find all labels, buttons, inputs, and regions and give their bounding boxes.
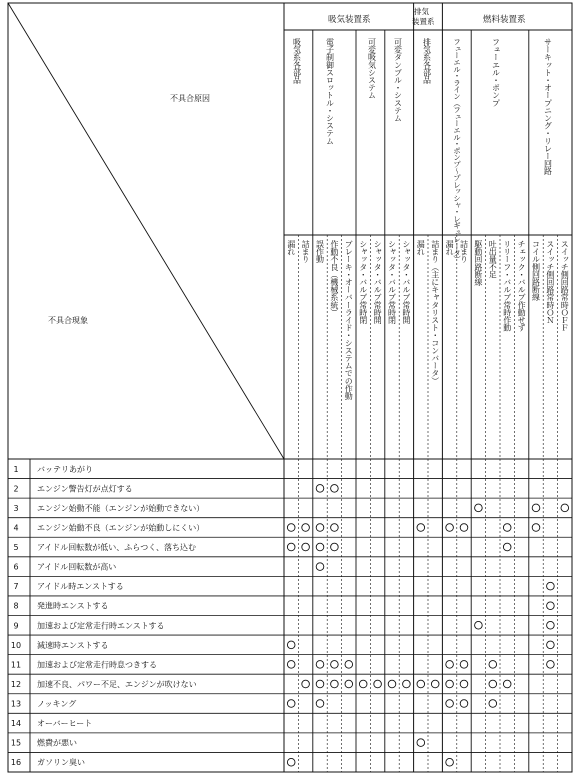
group-exhaust-line1: 排気 (414, 7, 429, 16)
cause-mark (331, 524, 339, 532)
cause-mark (316, 524, 324, 532)
row-number: 12 (10, 679, 22, 689)
row-number: 8 (13, 601, 19, 611)
row-number: 10 (10, 640, 22, 650)
symptom-label: エンジン警告灯が点灯する (37, 484, 133, 494)
cause-mark (446, 661, 454, 669)
cause-mark (460, 680, 468, 688)
cause-mark (446, 758, 454, 766)
cause-label: リリーフ・バルブ常時作動 (502, 240, 512, 332)
cause-label: チェック・バルブ作動せず (517, 240, 527, 332)
cause-mark (287, 543, 295, 551)
grid-lines (8, 3, 572, 772)
cause-mark (302, 524, 310, 532)
cause-mark (331, 543, 339, 551)
group-exhaust-line2: 装置系 (412, 17, 435, 26)
group-fuel: 燃料装置系 (483, 15, 526, 25)
cause-label: 駆動回路断線 (473, 240, 483, 286)
cause-label: シャッタ・バルブ常時閉 (358, 240, 368, 324)
subgroup-opening-relay: サーキット・オープニング・リレー回路 (543, 38, 553, 175)
cause-label: スイッチ側回路常時ＯＦＦ (560, 240, 570, 332)
group-intake: 吸気装置系 (328, 15, 371, 25)
cause-mark (532, 524, 540, 532)
symptom-label: 加速および定常走行時エンストする (37, 621, 165, 631)
subgroup-variable-tumble: 可変タンブル・システム (393, 38, 403, 122)
table-row (11, 640, 109, 650)
cause-mark (489, 700, 497, 708)
table-row (11, 757, 85, 767)
cause-mark (417, 739, 425, 747)
cause-mark (489, 680, 497, 688)
cause-label: 誤作動 (315, 240, 325, 263)
cause-mark (460, 661, 468, 669)
cause-mark (374, 680, 382, 688)
symptom-label: 減速時エンストする (37, 640, 109, 650)
cause-label: 漏れ (416, 240, 426, 256)
cause-mark (302, 680, 310, 688)
cause-mark (446, 700, 454, 708)
table-row (11, 679, 197, 689)
row-number: 14 (10, 719, 22, 729)
cause-mark (316, 543, 324, 551)
cause-mark (388, 680, 396, 688)
cause-label: 漏れ (445, 240, 455, 256)
cause-mark (547, 661, 555, 669)
row-number: 2 (13, 484, 19, 494)
symptom-label: アイドル回転数が高い (37, 562, 117, 572)
cause-mark (331, 680, 339, 688)
symptom-label: ノッキング (37, 699, 77, 709)
table-row (13, 620, 164, 630)
table-row (13, 601, 108, 611)
cause-mark (316, 485, 324, 493)
table-row (13, 465, 93, 474)
cause-mark (359, 680, 367, 688)
cause-mark (316, 661, 324, 669)
cause-label: シャッタ・バルブ常時閉 (387, 240, 397, 324)
table-row (11, 738, 77, 748)
cause-mark (547, 602, 555, 610)
cause-mark (446, 680, 454, 688)
symptom-label: 発進時エンストする (37, 601, 109, 611)
cause-mark (431, 680, 439, 688)
cause-mark (561, 504, 569, 512)
row-number: 3 (13, 503, 19, 513)
cause-mark (532, 504, 540, 512)
table-row (11, 700, 76, 709)
cause-label: 吐出量不足 (488, 240, 498, 279)
cause-mark (287, 524, 295, 532)
cause-mark (287, 641, 295, 649)
cause-mark (316, 700, 324, 708)
cause-mark (331, 485, 339, 493)
table-row (13, 522, 204, 532)
cause-mark (503, 680, 511, 688)
row-number: 7 (13, 582, 19, 592)
row-number: 16 (10, 758, 22, 768)
cause-label: 詰まり (459, 240, 469, 263)
cause-mark (503, 524, 511, 532)
symptom-label: 加速不良、パワー不足、エンジンが吹けない (37, 679, 197, 689)
cause-mark (287, 700, 295, 708)
row-number: 13 (10, 699, 22, 709)
symptom-label: ガソリン臭い (37, 758, 85, 768)
cause-mark (345, 680, 353, 688)
cause-label: スイッチ側回路常時ＯＮ (545, 240, 555, 324)
cause-mark (475, 621, 483, 629)
cause-mark (547, 641, 555, 649)
cause-mark (417, 680, 425, 688)
subgroup-electronic-throttle: 電子制御スロットル・システム (325, 38, 335, 145)
symptom-axis-label: 不具合現象 (48, 316, 88, 325)
cause-mark (475, 504, 483, 512)
subgroup-variable-intake: 可変吸気システム (367, 38, 377, 99)
cause-mark (446, 524, 454, 532)
cause-mark (331, 661, 339, 669)
cause-mark (547, 621, 555, 629)
cause-mark (287, 661, 295, 669)
table-row (11, 719, 92, 728)
row-number: 6 (13, 562, 19, 572)
cause-mark (403, 680, 411, 688)
cause-mark (489, 661, 497, 669)
table-row (13, 542, 196, 552)
symptom-label: 加速および定常走行時息つきする (37, 660, 157, 670)
symptom-label: オーバーヒート (37, 719, 93, 729)
cause-label: 詰まり (301, 240, 311, 263)
symptom-label: エンジン始動不能（エンジンが始動できない） (37, 503, 205, 513)
subgroup-fuel-pump: フューエル・ポンプ (491, 38, 501, 107)
cause-label: 漏れ (286, 240, 296, 256)
symptom-label: アイドル時エンストする (37, 582, 124, 592)
header-diagonal (8, 3, 284, 459)
cause-mark (302, 543, 310, 551)
cause-mark (460, 700, 468, 708)
table-row (13, 483, 132, 493)
table-row (11, 659, 157, 669)
row-number: 4 (13, 523, 19, 533)
subgroup-exhaust-parts: 排気系各部品 (422, 38, 432, 84)
cause-label: コイル側回路断線 (531, 240, 541, 301)
cause-mark (460, 524, 468, 532)
row-number: 9 (13, 621, 19, 631)
row-number: 5 (13, 543, 19, 553)
row-number: 15 (10, 738, 22, 748)
cause-axis-label: 不具合原因 (170, 94, 210, 103)
cause-label: シャッタ・バルブ常時開 (373, 240, 383, 324)
symptom-label: バッテリあがり (37, 464, 93, 474)
symptom-label: アイドル回転数が低い、ふらつく、落ち込む (37, 543, 197, 553)
subgroup-intake-parts: 吸気系各部品 (292, 38, 302, 84)
cause-mark (503, 543, 511, 551)
subgroup-fuel-line: フューエル・ライン（フューエル・ポンプ〜プレッシャ・レギュレータ） (452, 38, 462, 263)
cause-mark (547, 582, 555, 590)
cause-mark (287, 758, 295, 766)
cause-mark (417, 524, 425, 532)
symptom-label: 燃費が悪い (37, 738, 77, 748)
cause-mark (345, 661, 353, 669)
cause-label: ブレーキ・オーバーライド・システムでの作動 (344, 240, 354, 400)
cause-mark (316, 563, 324, 571)
cause-label: 詰まり（主にキャタリスト・コンバータ） (430, 240, 440, 385)
row-number: 1 (13, 464, 19, 474)
table-row (13, 562, 116, 572)
symptom-label: エンジン始動不良（エンジンが始動しにくい） (37, 523, 205, 533)
row-number: 11 (10, 660, 22, 670)
table-row (13, 503, 204, 513)
table-frame (8, 3, 572, 772)
symptom-rows (11, 465, 204, 767)
cause-mark (316, 680, 324, 688)
cause-label: シャッタ・バルブ常時開 (401, 240, 411, 324)
cause-label: 作動不良（機械系統） (329, 240, 339, 317)
